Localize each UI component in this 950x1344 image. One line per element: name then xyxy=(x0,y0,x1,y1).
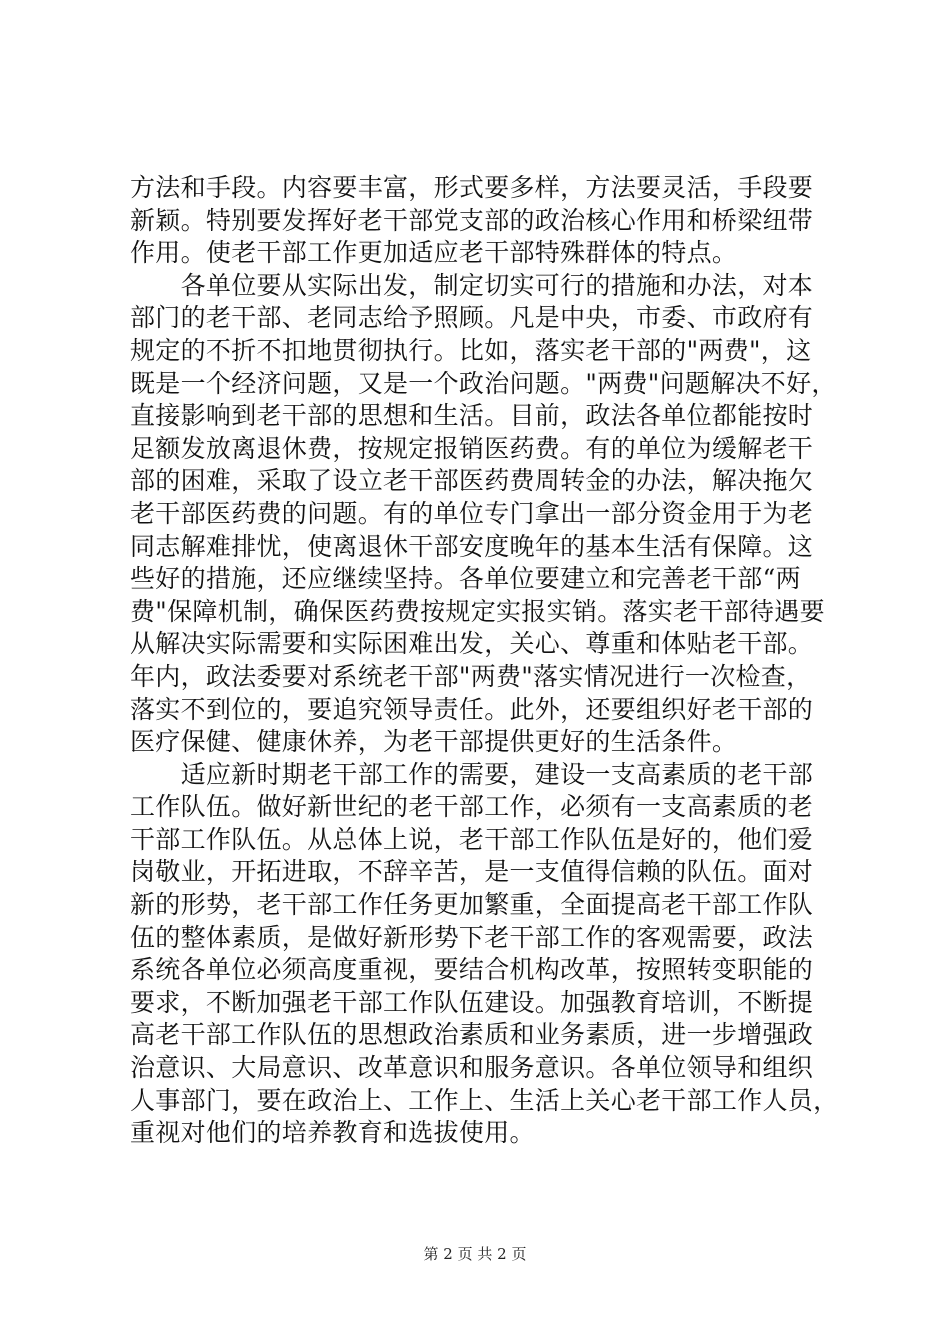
text-line: 新颖。特别要发挥好老干部党支部的政治核心作用和桥梁纽带 xyxy=(130,205,814,235)
text-line: 直接影响到老干部的思想和生活。目前，政法各单位都能按时 xyxy=(130,401,814,431)
text-line: 从解决实际需要和实际困难出发，关心、尊重和体贴老干部。 xyxy=(130,629,814,659)
body-text xyxy=(130,172,839,1150)
text-line: 年内，政法委要对系统老干部"两费"落实情况进行一次检查， xyxy=(130,661,812,691)
text-line: 适应新时期老干部工作的需要，建设一支高素质的老干部 xyxy=(130,759,814,789)
page-footer: 第 2 页 共 2 页 xyxy=(423,1245,527,1263)
text-line: 要求，不断加强老干部工作队伍建设。加强教育培训，不断提 xyxy=(130,987,814,1017)
text-line: 作用。使老干部工作更加适应老干部特殊群体的特点。 xyxy=(130,238,738,268)
text-line: 人事部门，要在政治上、工作上、生活上关心老干部工作人员， xyxy=(130,1085,839,1115)
text-line: 规定的不折不扣地贯彻执行。比如，落实老干部的"两费"，这 xyxy=(130,335,812,365)
text-line: 伍的整体素质，是做好新形势下老干部工作的客观需要，政法 xyxy=(130,922,814,952)
text-line: 治意识、大局意识、改革意识和服务意识。各单位领导和组织 xyxy=(130,1053,814,1083)
text-line: 部门的老干部、老同志给予照顾。凡是中央，市委、市政府有 xyxy=(130,303,814,333)
text-line: 高老干部工作队伍的思想政治素质和业务素质，进一步增强政 xyxy=(130,1020,814,1050)
text-line: 岗敬业，开拓进取，不辞辛苦，是一支值得信赖的队伍。面对 xyxy=(130,857,814,887)
text-line: 老干部医药费的问题。有的单位专门拿出一部分资金用于为老 xyxy=(130,498,814,528)
text-line: 既是一个经济问题，又是一个政治问题。"两费"问题解决不好， xyxy=(130,368,837,398)
text-line: 些好的措施，还应继续坚持。各单位要建立和完善老干部“两 xyxy=(130,564,801,594)
text-line: 同志解难排忧，使离退休干部安度晚年的基本生活有保障。这 xyxy=(130,531,814,561)
text-line: 系统各单位必须高度重视，要结合机构改革，按照转变职能的 xyxy=(130,955,814,985)
text-line: 部的困难，采取了设立老干部医药费周转金的办法，解决拖欠 xyxy=(130,466,814,496)
text-line: 费"保障机制，确保医药费按规定实报实销。落实老干部待遇要 xyxy=(130,596,825,626)
text-line: 重视对他们的培养教育和选拔使用。 xyxy=(130,1118,535,1148)
text-line: 干部工作队伍。从总体上说，老干部工作队伍是好的，他们爱 xyxy=(130,824,814,854)
text-line: 工作队伍。做好新世纪的老干部工作，必须有一支高素质的老 xyxy=(130,792,814,822)
text-line: 各单位要从实际出发，制定切实可行的措施和办法，对本 xyxy=(130,270,814,300)
text-line: 新的形势，老干部工作任务更加繁重，全面提高老干部工作队 xyxy=(130,890,814,920)
text-line: 足额发放离退休费，按规定报销医药费。有的单位为缓解老干 xyxy=(130,433,814,463)
text-line: 医疗保健、健康休养，为老干部提供更好的生活条件。 xyxy=(130,727,738,757)
text-line: 方法和手段。内容要丰富，形式要多样，方法要灵活，手段要 xyxy=(130,173,814,202)
text-line: 落实不到位的，要追究领导责任。此外，还要组织好老干部的 xyxy=(130,694,814,724)
